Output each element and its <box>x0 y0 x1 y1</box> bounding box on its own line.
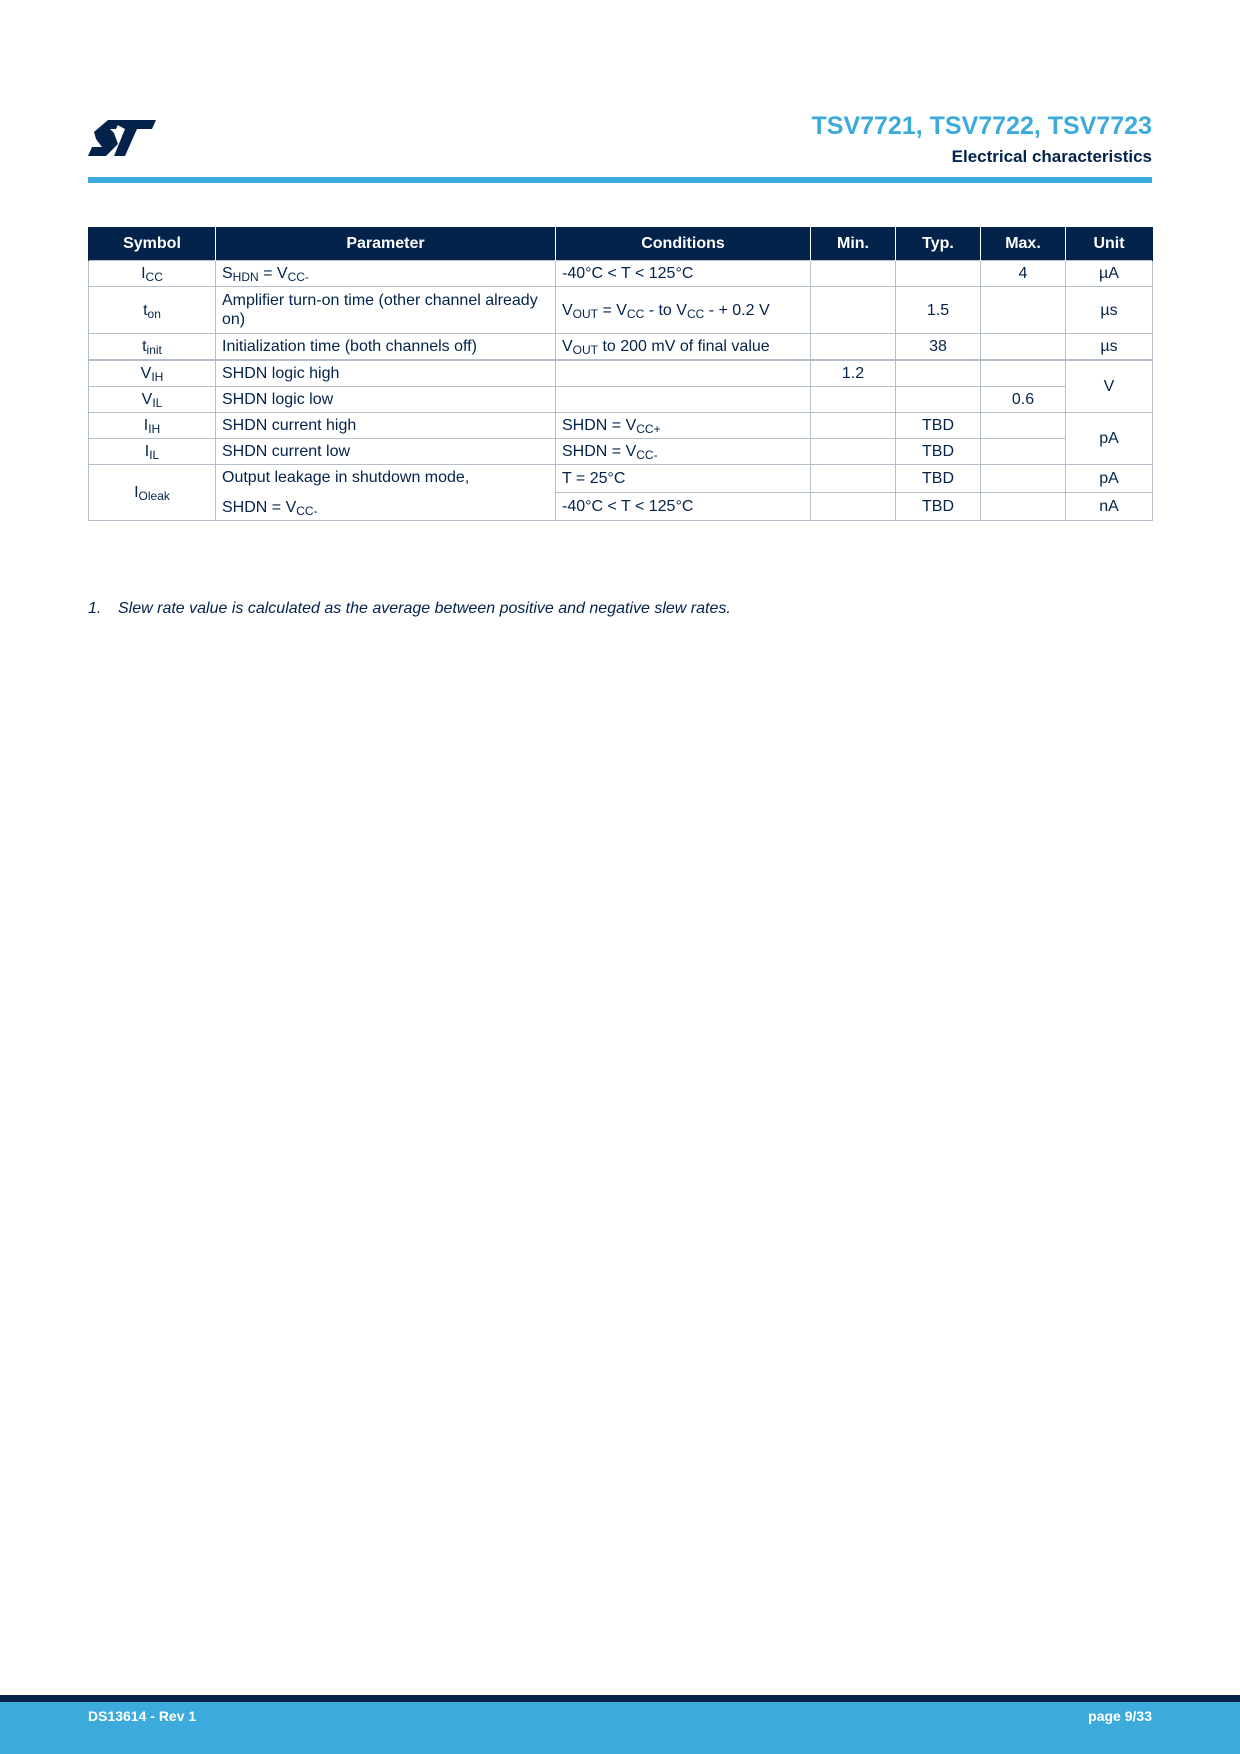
col-header-conditions: Conditions <box>556 227 811 261</box>
cell-parameter: $S_{HDN} = V_{CC-}$ <box>216 261 556 287</box>
table-row <box>89 287 1153 334</box>
param-line2: SHDN = $V_{CC-}$ <box>222 499 318 518</box>
cell-unit: µs <box>1066 287 1153 334</box>
cell-symbol: $V_{IL}$ <box>89 387 216 413</box>
cell-min <box>811 465 896 493</box>
cell-unit: V <box>1066 360 1153 413</box>
cell-parameter <box>216 465 556 521</box>
st-logo-icon <box>88 118 158 158</box>
cell-min <box>811 493 896 521</box>
cell-unit: µs <box>1066 334 1153 361</box>
cell-symbol: $I_{IL}$ <box>89 439 216 465</box>
cell-conditions: SHDN = $V_{CC+}$ <box>556 413 811 439</box>
footer-doc-ref: DS13614 - Rev 1 <box>88 1708 197 1724</box>
cell-parameter: Amplifier turn-on time (other channel already on) <box>216 287 556 334</box>
cell-conditions: $V_{OUT} = V_{CC}$ - to $V_{CC}$ - + 0.2 V <box>556 287 811 334</box>
table-row <box>89 465 1153 493</box>
cell-unit: µA <box>1066 261 1153 287</box>
cell-conditions: SHDN = $V_{CC-}$ <box>556 439 811 465</box>
table-row <box>89 334 1153 361</box>
cell-min: 1.2 <box>811 360 896 387</box>
cell-parameter: SHDN logic low <box>216 387 556 413</box>
cell-min <box>811 387 896 413</box>
cell-typ: TBD <box>896 465 981 493</box>
cell-min <box>811 334 896 361</box>
cell-parameter: Initialization time (both channels off) <box>216 334 556 361</box>
table-row <box>89 387 1153 413</box>
cell-symbol: $t_{init}$ <box>89 334 216 361</box>
st-logo <box>88 118 158 158</box>
cell-min <box>811 287 896 334</box>
cell-max: 0.6 <box>981 387 1066 413</box>
cell-max <box>981 334 1066 361</box>
footnote-number: 1. <box>88 600 102 617</box>
spec-table <box>88 227 1153 521</box>
cell-symbol: $t_{on}$ <box>89 287 216 334</box>
cell-conditions <box>556 360 811 387</box>
table-row <box>89 261 1153 287</box>
cell-symbol: $V_{IH}$ <box>89 360 216 387</box>
cell-symbol: $I_{CC}$ <box>89 261 216 287</box>
table-row <box>89 439 1153 465</box>
footnote-text: Slew rate value is calculated as the average between positive and negative slew rates. <box>118 600 731 617</box>
cell-conditions: T = 25°C <box>556 465 811 493</box>
cell-typ <box>896 387 981 413</box>
cell-typ: 1.5 <box>896 287 981 334</box>
param-line1: Output leakage in shutdown mode, <box>222 469 470 486</box>
col-header-typ: Typ. <box>896 227 981 261</box>
table-header-row <box>89 227 1153 261</box>
section-title: Electrical characteristics <box>951 147 1152 166</box>
table-row <box>89 360 1153 387</box>
cell-unit: pA <box>1066 413 1153 465</box>
cell-unit: nA <box>1066 493 1153 521</box>
header-rule <box>88 177 1152 183</box>
col-header-max: Max. <box>981 227 1066 261</box>
cell-max <box>981 465 1066 493</box>
footer-rule <box>0 1695 1240 1702</box>
cell-typ: TBD <box>896 493 981 521</box>
cell-min <box>811 439 896 465</box>
cell-parameter: SHDN logic high <box>216 360 556 387</box>
col-header-unit: Unit <box>1066 227 1153 261</box>
cell-parameter: SHDN current low <box>216 439 556 465</box>
document-title: TSV7721, TSV7722, TSV7723 <box>811 112 1152 140</box>
col-header-symbol: Symbol <box>89 227 216 261</box>
col-header-min: Min. <box>811 227 896 261</box>
table-row <box>89 413 1153 439</box>
cell-symbol: $I_{IH}$ <box>89 413 216 439</box>
cell-typ: TBD <box>896 439 981 465</box>
cell-typ <box>896 360 981 387</box>
cell-conditions <box>556 387 811 413</box>
cell-conditions: -40°C < T < 125°C <box>556 493 811 521</box>
cell-min <box>811 261 896 287</box>
cell-symbol: $I_{Oleak}$ <box>89 465 216 521</box>
cell-typ: 38 <box>896 334 981 361</box>
footnote <box>88 600 1152 618</box>
cell-parameter: SHDN current high <box>216 413 556 439</box>
cell-max <box>981 439 1066 465</box>
cell-conditions: -40°C < T < 125°C <box>556 261 811 287</box>
cell-unit: pA <box>1066 465 1153 493</box>
cell-max <box>981 493 1066 521</box>
cell-typ <box>896 261 981 287</box>
cell-max <box>981 360 1066 387</box>
col-header-parameter: Parameter <box>216 227 556 261</box>
cell-max <box>981 287 1066 334</box>
cell-conditions: $V_{OUT}$ to 200 mV of final value <box>556 334 811 361</box>
cell-max <box>981 413 1066 439</box>
footer-page-number: page 9/33 <box>1088 1708 1152 1724</box>
cell-max: 4 <box>981 261 1066 287</box>
cell-typ: TBD <box>896 413 981 439</box>
cell-min <box>811 413 896 439</box>
